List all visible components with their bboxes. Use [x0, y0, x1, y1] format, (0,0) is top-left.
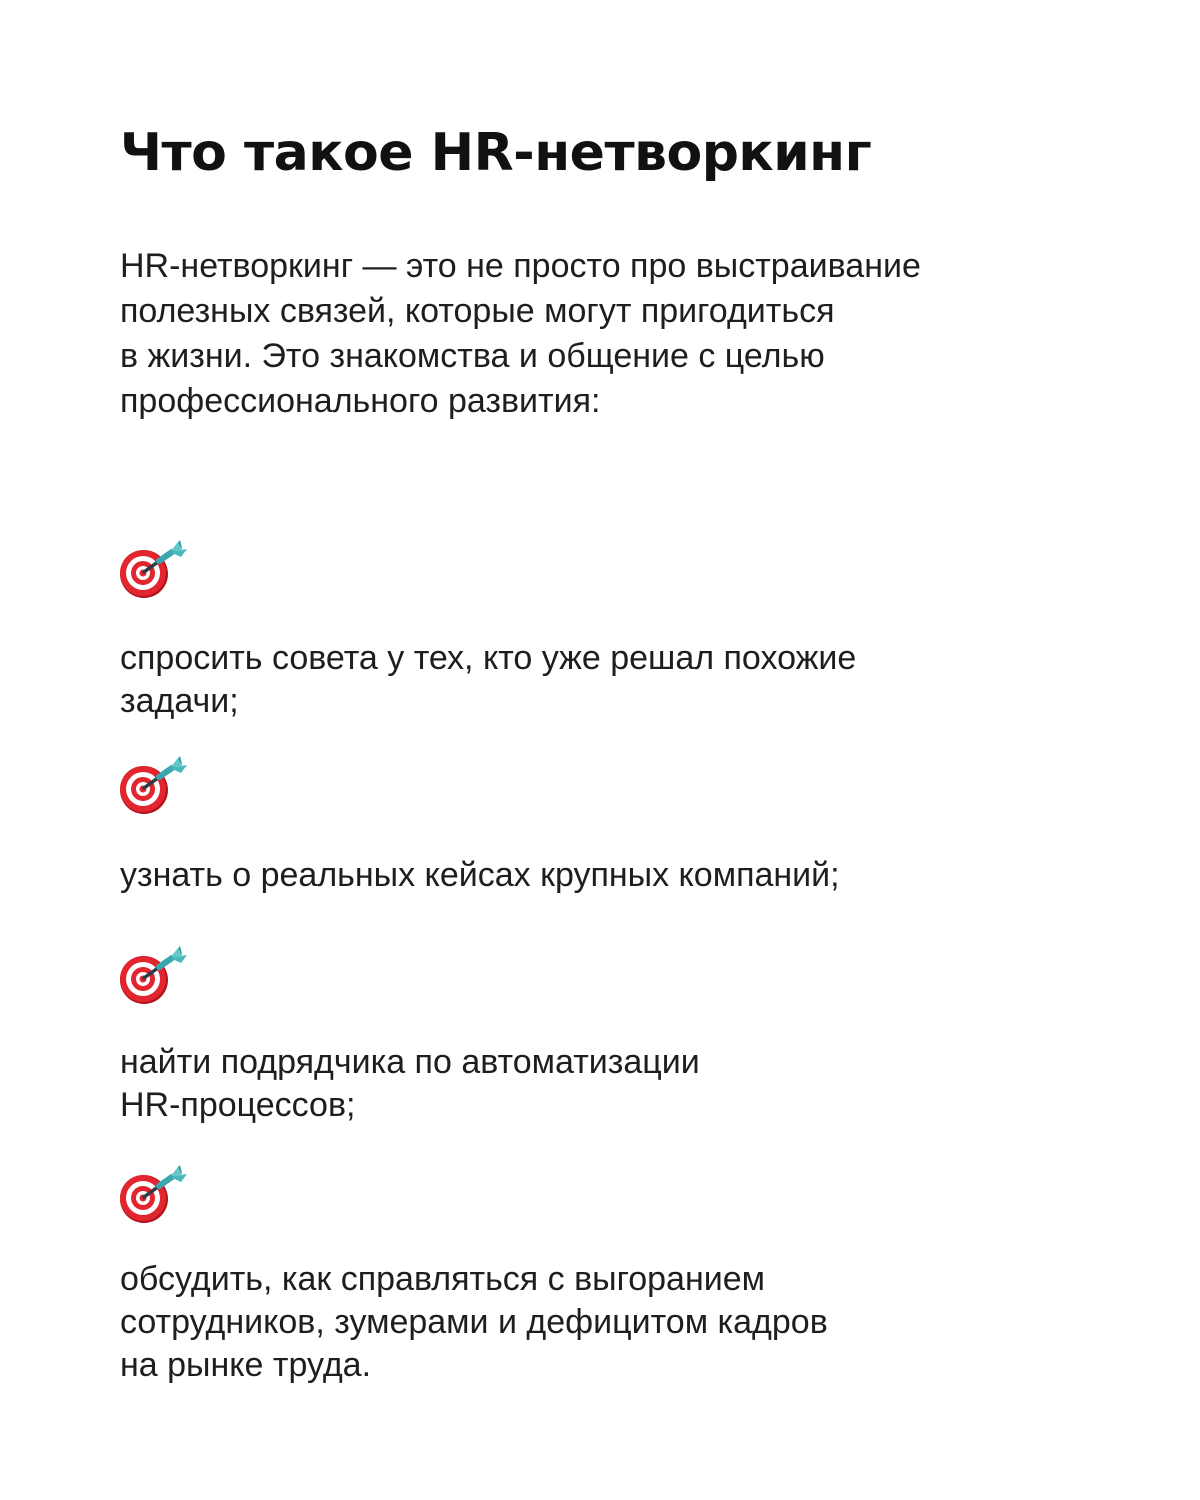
list-item-line: сотрудников, зумерами и дефицитом кадров [120, 1303, 828, 1341]
list-item [120, 637, 1080, 723]
list-item-line: на рынке труда. [120, 1346, 372, 1384]
direct-hit-icon [117, 754, 191, 818]
list-item [120, 854, 1080, 897]
intro-line: в жизни. Это знакомства и общение с целью [120, 337, 825, 375]
intro-paragraph [120, 244, 1080, 424]
direct-hit-icon [117, 944, 191, 1008]
list-item-line: спросить совета у тех, кто уже решал похожие [120, 639, 857, 677]
page-title: Что такое HR-нетворкинг [120, 123, 872, 183]
list-item-line: обсудить, как справляться с выгоранием [120, 1260, 766, 1298]
list-item [120, 1041, 1080, 1127]
list-item-line: найти подрядчика по автоматизации [120, 1043, 700, 1081]
intro-line: профессионального развития: [120, 382, 601, 420]
direct-hit-icon [117, 538, 191, 602]
list-item [120, 1258, 1080, 1387]
intro-line: HR-нетворкинг — это не просто про выстраивание [120, 247, 921, 285]
list-item-line: HR-процессов; [120, 1086, 356, 1124]
list-item-line: узнать о реальных кейсах крупных компаний; [120, 856, 840, 894]
list-item-line: задачи; [120, 682, 239, 720]
direct-hit-icon [117, 1163, 191, 1227]
intro-line: полезных связей, которые могут пригодиться [120, 292, 835, 330]
